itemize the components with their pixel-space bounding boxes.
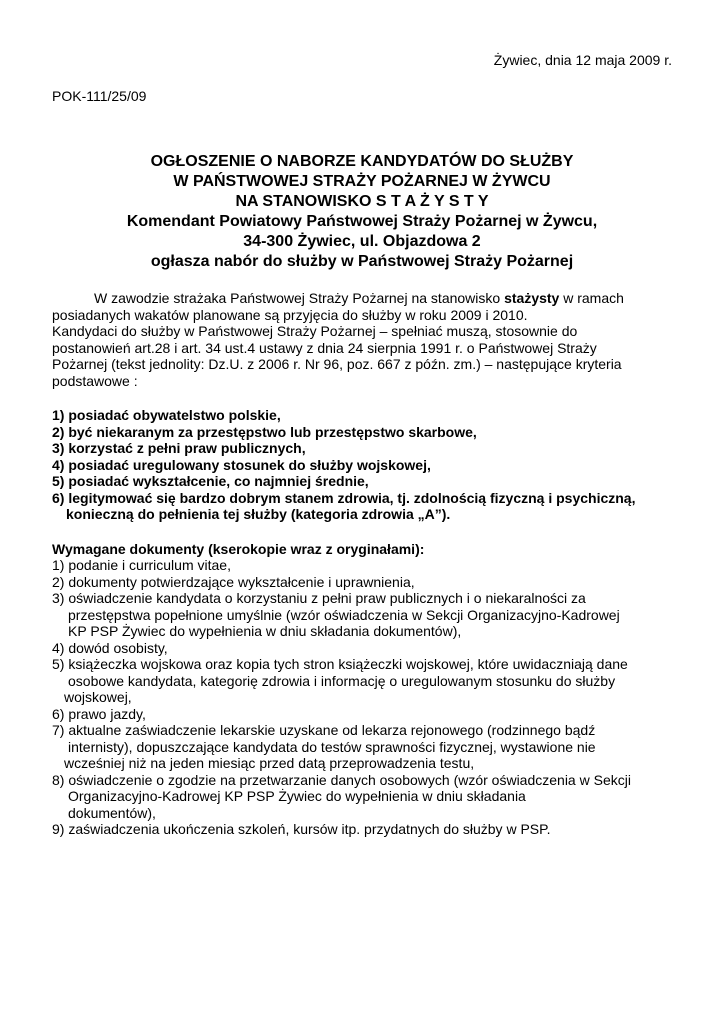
document-body <box>52 290 682 838</box>
intro-paragraph-2-line-2: postanowień art.28 i art. 34 ust.4 ustawy z dnia 24 sierpnia 1991 r. o Państwowej Straży <box>52 339 597 356</box>
intro-text-end: w ramach <box>559 290 624 306</box>
announcement-title <box>40 152 684 272</box>
intro-position-name: stażysty <box>504 290 560 306</box>
intro-paragraph-2-line-1: Kandydaci do służby w Państwowej Straży Pożarnej – spełniać muszą, stosownie do <box>52 323 578 339</box>
document-item-continuation: KP PSP Żywiec do wypełnienia w dniu składania dokumentów), <box>68 623 462 639</box>
documents-heading: Wymagane dokumenty (kserokopie wraz z oryginałami): <box>52 540 425 557</box>
document-item: 8) oświadczenie o zgodzie na przetwarzanie danych osobowych (wzór oświadczenia w Sekcji <box>52 771 631 788</box>
requirement-item: 4) posiadać uregulowany stosunek do służby wojskowej, <box>52 456 431 473</box>
title-line-1: OGŁOSZENIE O NABORZE KANDYDATÓW DO SŁUŻBY <box>150 153 574 170</box>
document-item: 1) podanie i curriculum vitae, <box>52 557 231 573</box>
intro-paragraph-1-line-2: posiadanych wakatów planowane są przyjęcia do służby w roku 2009 i 2010. <box>52 306 528 323</box>
document-item-continuation: wojskowej, <box>64 689 132 705</box>
document-item-continuation: przestępstwa popełnione umyślnie (wzór oświadczenia w Sekcji Organizacyjno-Kadrowej <box>68 606 620 623</box>
requirement-item: 5) posiadać wykształcenie, co najmniej średnie, <box>52 473 369 489</box>
document-item: 7) aktualne zaświadczenie lekarskie uzyskane od lekarza rejonowego (rodzinnego bądź <box>52 722 596 738</box>
document-item: 4) dowód osobisty, <box>52 639 168 656</box>
title-line-5: 34-300 Żywiec, ul. Objazdowa 2 <box>243 233 481 250</box>
document-item: 2) dokumenty potwierdzające wykształcenie i uprawnienia, <box>52 573 415 590</box>
intro-paragraph-1 <box>52 290 682 307</box>
title-line-2: W PAŃSTWOWEJ STRAŻY POŻARNEJ W ŻYWCU <box>173 173 551 190</box>
reference-number: POK-111/25/09 <box>52 88 147 104</box>
requirements-list <box>52 407 682 523</box>
place-and-date: Żywiec, dnia 12 maja 2009 r. <box>493 52 672 68</box>
intro-paragraph-2-line-3: Pożarnej (tekst jednolity: Dz.U. z 2006 r. Nr 96, poz. 667 z późn. zm.) – następujące kryteria <box>52 356 622 372</box>
requirement-item: 6) legitymować się bardzo dobrym stanem zdrowia, tj. zdolnością fizyczną i psychiczną, <box>52 489 636 506</box>
requirement-item: 3) korzystać z pełni praw publicznych, <box>52 440 306 456</box>
requirement-item-continuation: konieczną do pełnienia tej służby (kategoria zdrowia „A”). <box>66 506 451 522</box>
title-line-3: NA STANOWISKO S T A Ż Y S T Y <box>235 193 489 210</box>
requirement-item: 2) być niekaranym za przestępstwo lub przestępstwo skarbowe, <box>52 423 477 440</box>
document-item: 5) książeczka wojskowa oraz kopia tych stron książeczki wojskowej, które uwidaczniają dane <box>52 656 628 672</box>
document-item: 6) prawo jazdy, <box>52 705 146 722</box>
title-line-4: Komendant Powiatowy Państwowej Straży Pożarnej w Żywcu, <box>126 213 598 230</box>
intro-text-start: W zawodzie strażaka Państwowej Straży Pożarnej na stanowisko <box>94 290 505 306</box>
documents-list <box>52 557 682 838</box>
document-item-continuation: Organizacyjno-Kadrowej KP PSP Żywiec do wypełnienia w dniu składania <box>68 788 526 804</box>
title-line-6: ogłasza nabór do służby w Państwowej Straży Pożarnej <box>150 253 574 270</box>
intro-paragraph-2-line-4: podstawowe : <box>52 372 138 389</box>
document-item-continuation: osobowe kandydata, kategorię zdrowia i informację o uregulowanym stosunku do służby <box>68 672 616 689</box>
document-item-continuation: dokumentów), <box>68 804 156 821</box>
document-item: 9) zaświadczenia ukończenia szkoleń, kursów itp. przydatnych do służby w PSP. <box>52 821 551 837</box>
document-item-continuation: wcześniej niż na jeden miesiąc przed datą przeprowadzenia testu, <box>64 755 475 771</box>
document-item: 3) oświadczenie kandydata o korzystaniu z pełni praw publicznych i o niekaralności za <box>52 590 586 606</box>
requirement-item: 1) posiadać obywatelstwo polskie, <box>52 407 281 423</box>
document-item-continuation: internisty), dopuszczające kandydata do testów sprawności fizycznej, wystawione nie <box>68 738 596 755</box>
